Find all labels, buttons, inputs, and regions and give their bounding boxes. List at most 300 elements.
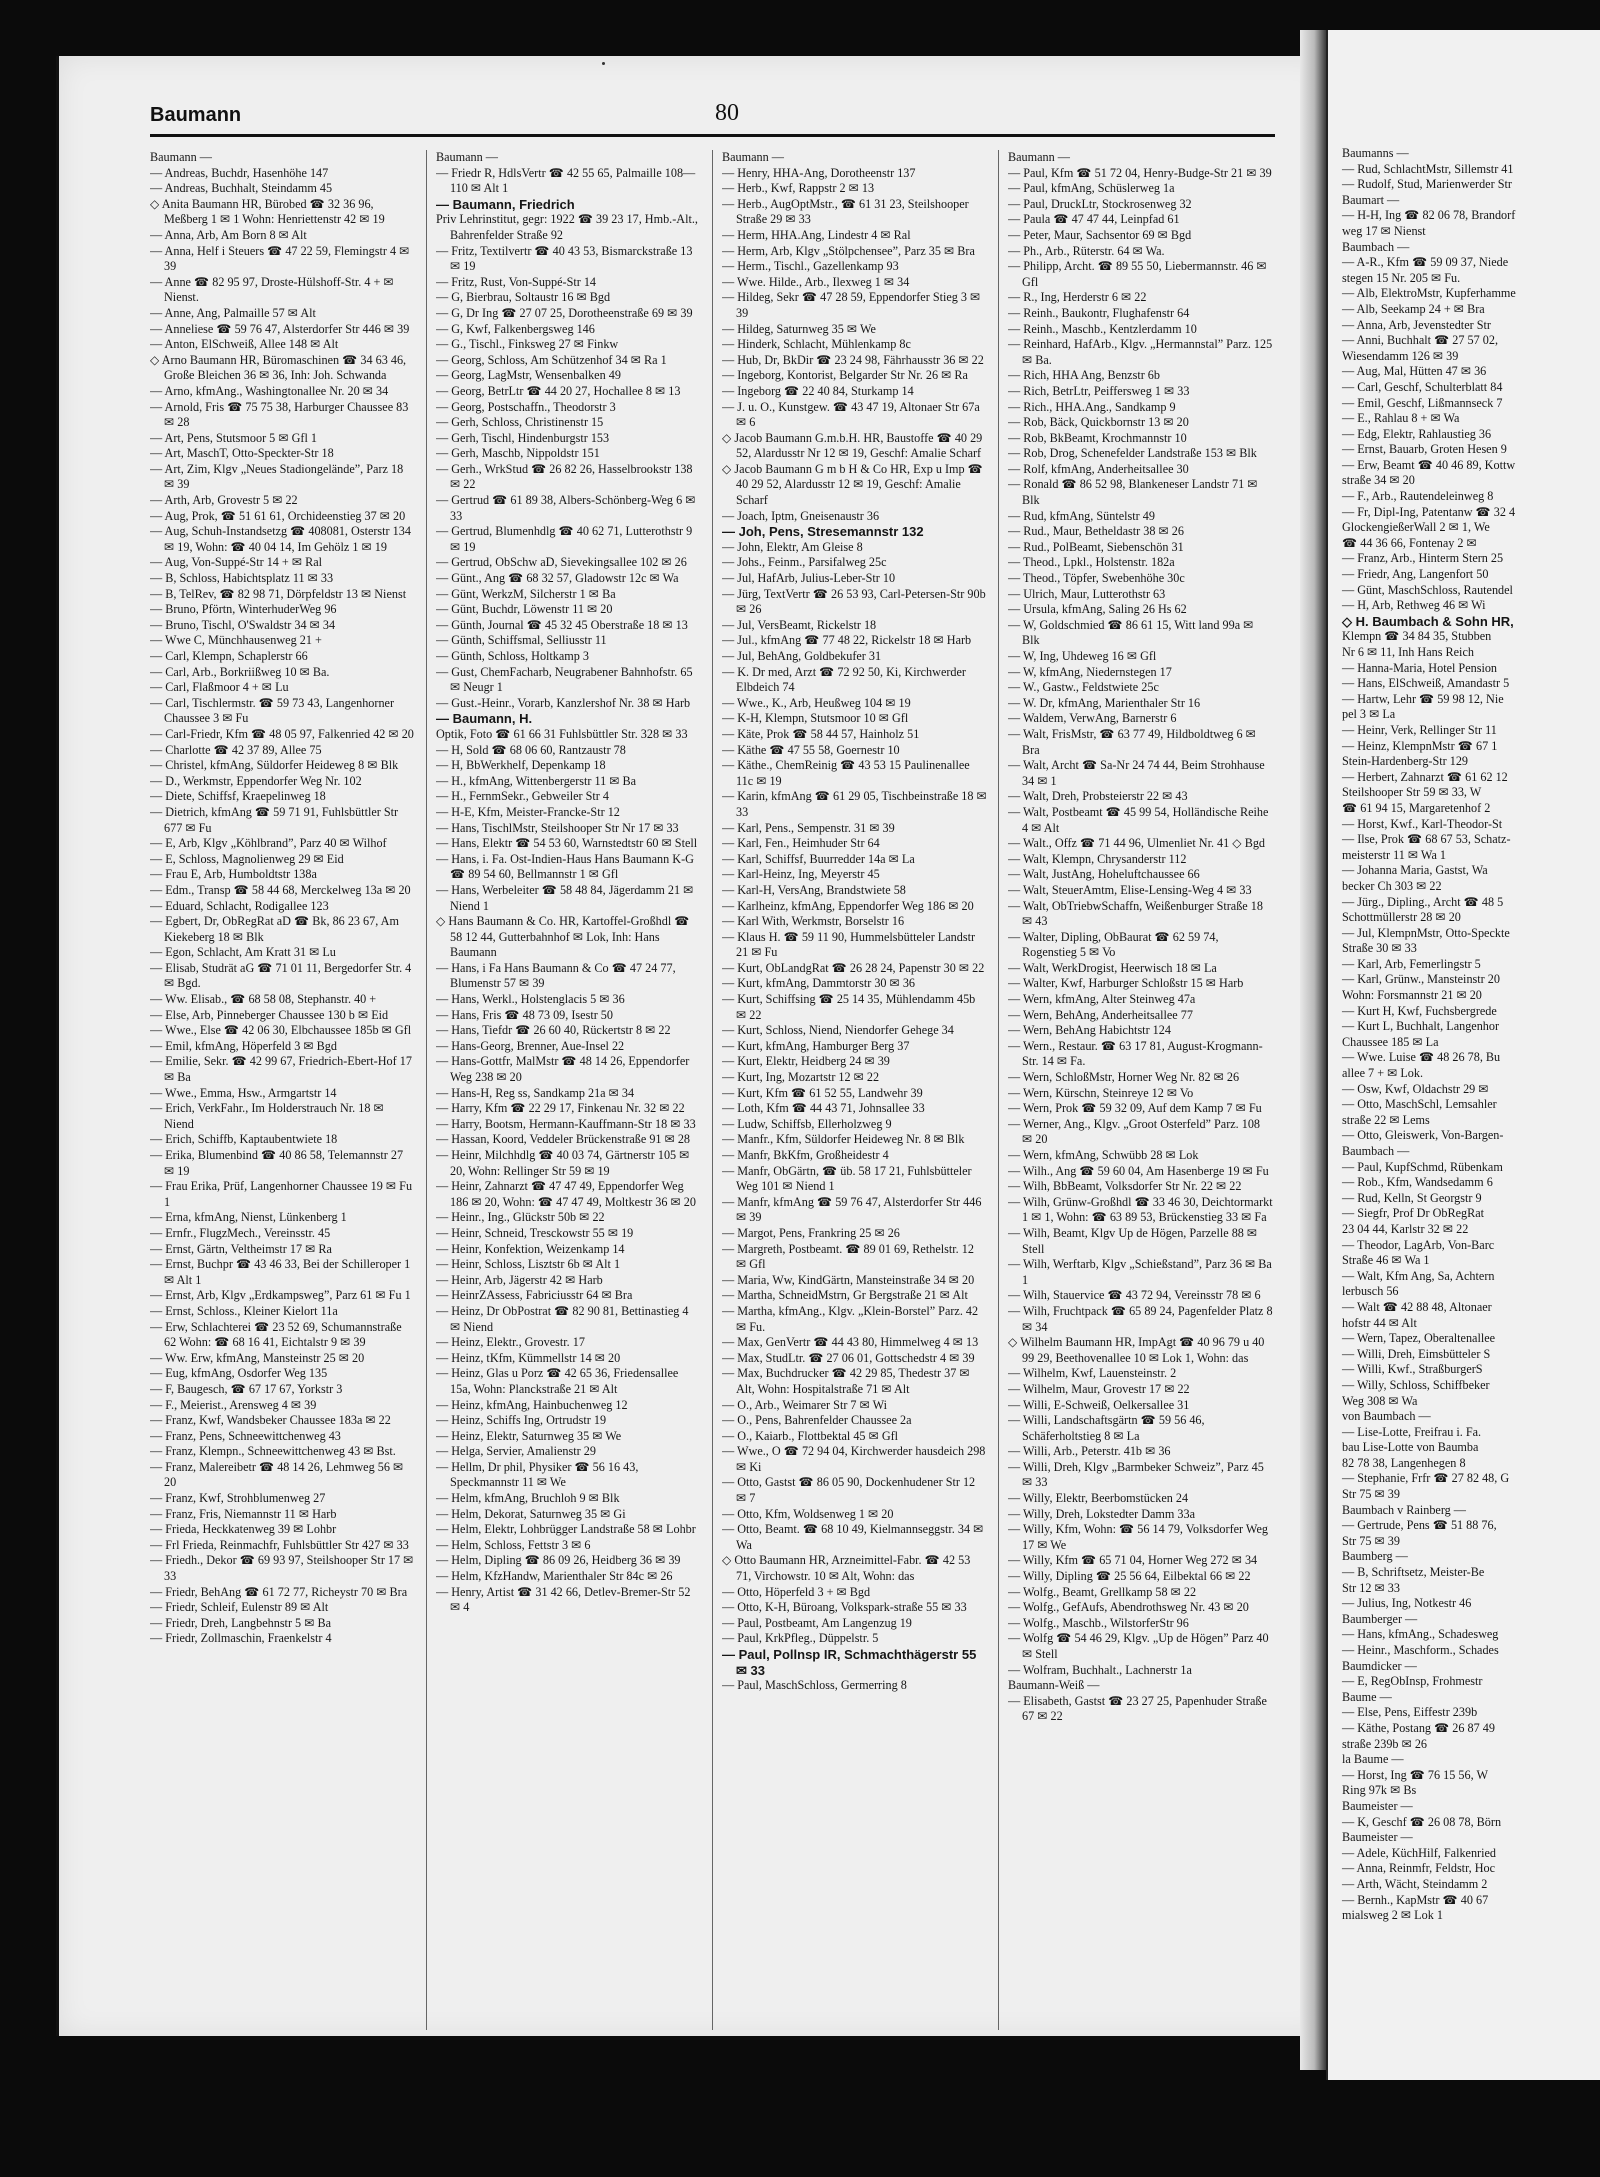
directory-entry: — Wern, BehAng, Anderheitsallee 77 <box>1008 1007 1193 1022</box>
directory-entry: — Heinz, Elektr, Saturnweg 35 ✉ We <box>436 1428 622 1443</box>
directory-entry: — Peter, Maur, Sachsentor 69 ✉ Bgd <box>1008 227 1192 242</box>
directory-entry: — Käte, Prok ☎ 58 44 57, Hainholz 51 <box>722 726 920 741</box>
directory-entry: Baumann-Weiß — <box>1008 1678 1100 1693</box>
directory-entry: — Helm, Dipling ☎ 86 09 26, Heidberg 36 ✉ 39 <box>436 1553 681 1568</box>
right-page-entry: Baumbach — <box>1342 239 1410 254</box>
right-page-entry: Baumeister — <box>1342 1830 1413 1845</box>
page-header <box>150 96 1275 136</box>
directory-entry: — Ww. Erw, kfmAng, Mansteinstr 25 ✉ 20 <box>150 1350 365 1365</box>
directory-entry: ◇ Jacob Baumann G m b H & Co HR, Exp u Imp ☎ 40 29 52, Alardusstr 12 ✉ 19, Geschf: Amalie Scharf <box>722 461 983 508</box>
directory-entry: — Arno, kfmAng., Washingtonallee Nr. 20 ✉ 34 <box>150 383 389 398</box>
right-page-entry: ☎ 44 36 66, Fontenay 2 ✉ <box>1342 535 1477 550</box>
directory-entry: — Jul., kfmAng ☎ 77 48 22, Rickelstr 18 ✉ Harb <box>722 633 972 648</box>
directory-entry: — Karin, kfmAng ☎ 61 29 05, Tischbeinstraße 18 ✉ 33 <box>722 789 987 819</box>
directory-entry: — Friedh., Dekor ☎ 69 93 97, Steilshooper Str 17 ✉ 33 <box>150 1553 414 1584</box>
right-page-entry: — Erw, Beamt ☎ 40 46 89, Kottw <box>1342 457 1516 472</box>
directory-entry: — Wwe., K., Arb, Heußweg 104 ✉ 19 <box>722 695 911 710</box>
entry-list <box>722 166 987 1694</box>
directory-entry: — Helm, Schloss, Fettstr 3 ✉ 6 <box>436 1537 591 1552</box>
right-page-entry: straße 34 ✉ 20 <box>1342 473 1415 488</box>
directory-entry: — Bruno, Tischl, O'Swaldstr 34 ✉ 34 <box>150 617 336 632</box>
right-page-entry: Weg 308 ✉ Wa <box>1342 1393 1418 1408</box>
directory-entry: — Günth, Journal ☎ 45 32 45 Oberstraße 18 ✉ 13 <box>436 617 688 632</box>
directory-entry: — Rud., Maur, Betheldastr 38 ✉ 26 <box>1008 524 1184 539</box>
directory-entry: — Margreth, Postbeamt. ☎ 89 01 69, Rethelstr. 12 ✉ Gfl <box>722 1241 974 1272</box>
right-page-entry: — Anna, Reinmfr, Feldstr, Hoc <box>1342 1861 1496 1876</box>
directory-entry: — Willi, Arb., Peterstr. 41b ✉ 36 <box>1008 1444 1171 1459</box>
column-1 <box>150 150 415 2030</box>
directory-entry: — Franz, Pens, Schneewittchenweg 43 <box>150 1428 341 1443</box>
directory-entry: — Ph., Arb., Rüterstr. 64 ✉ Wa. <box>1008 243 1165 258</box>
directory-entry: — Franz, Klempn., Schneewittchenweg 43 ✉ Bst. <box>150 1444 396 1459</box>
directory-entry: — Franz, Kwf, Strohblumenweg 27 <box>150 1491 326 1506</box>
right-page-entry: Baumeister — <box>1342 1798 1413 1813</box>
directory-entry: — Reinhard, HafArb., Klgv. „Hermannstal” Parz. 125 ✉ Ba. <box>1008 337 1273 367</box>
directory-entry: — G, Bierbrau, Soltaustr 16 ✉ Bgd <box>436 290 611 305</box>
right-page-entry: — Karl, Arb, Femerlingstr 5 <box>1342 956 1481 971</box>
directory-entry: — Franz, Kwf, Wandsbeker Chaussee 183a ✉ 22 <box>150 1413 391 1428</box>
right-page-entry: — F., Arb., Rautendeleinweg 8 <box>1342 489 1494 504</box>
directory-entry: — Walt, WerkDrogist, Heerwisch 18 ✉ La <box>1008 960 1217 975</box>
directory-columns <box>150 150 1275 2030</box>
directory-entry: — Jul, HafArb, Julius-Leber-Str 10 <box>722 571 896 586</box>
directory-entry: — Jürg, TextVertr ☎ 26 53 93, Carl-Petersen-Str 90b ✉ 26 <box>722 586 986 617</box>
column-divider <box>712 150 713 2030</box>
directory-entry: — Anna, Helf i Steuers ☎ 47 22 59, Flemingstr 4 ✉ 39 <box>150 243 410 274</box>
right-page-entry: — Heinz, KlempnMstr ☎ 67 1 <box>1342 738 1498 753</box>
right-page-entry: — Siegfr, Prof Dr ObRegRat <box>1342 1206 1485 1221</box>
directory-entry: — Carl, Tischlermstr. ☎ 59 73 43, Langenhorner Chaussee 3 ✉ Fu <box>150 695 395 726</box>
directory-entry: — Rich., HHA.Ang., Sandkamp 9 <box>1008 399 1176 414</box>
directory-entry: ◇ Wilhelm Baumann HR, ImpAgt ☎ 40 96 79 u 40 99 29, Beethovenallee 10 ✉ Lok 1, Wohn: das <box>1008 1335 1265 1365</box>
directory-entry: — Georg, Schloss, Am Schützenhof 34 ✉ Ra 1 <box>436 352 667 367</box>
directory-entry: — Otto, Beamt. ☎ 68 10 49, Kielmannseggstr. 34 ✉ Wa <box>722 1522 984 1552</box>
directory-entry: — E, Schloss, Magnolienweg 29 ✉ Eid <box>150 851 344 866</box>
entry-list <box>150 166 415 1647</box>
right-page-entry: straße 239b ✉ 26 <box>1342 1736 1428 1751</box>
directory-entry: — Wolfg., Maschb., WilstorferStr 96 <box>1008 1615 1189 1630</box>
right-page-entry: ◇ H. Baumbach & Sohn HR, <box>1342 613 1514 629</box>
directory-entry: — Ingeborg ☎ 22 40 84, Sturkamp 14 <box>722 383 914 398</box>
directory-entry: — Rud., PolBeamt, Siebenschön 31 <box>1008 539 1184 554</box>
directory-entry: — Ursula, kfmAng, Saling 26 Hs 62 <box>1008 602 1187 617</box>
directory-entry: — Herb., Kwf, Rappstr 2 ✉ 13 <box>722 181 875 196</box>
right-page-entry: — Walt ☎ 42 88 48, Altonaer <box>1342 1299 1492 1314</box>
column-3 <box>722 150 987 2030</box>
right-page-entry: — H, Arb, Rethweg 46 ✉ Wi <box>1342 598 1486 613</box>
directory-entry: — Heinz, tKfm, Kümmellstr 14 ✉ 20 <box>436 1350 621 1365</box>
directory-entry: — Martha, kfmAng., Klgv. „Klein-Borstel” Parz. 42 ✉ Fu. <box>722 1303 979 1334</box>
directory-entry: — Georg, Postschaffn., Theodorstr 3 <box>436 399 616 414</box>
directory-entry: — Rob, Bäck, Quickbornstr 13 ✉ 20 <box>1008 415 1189 430</box>
directory-entry: — Käthe., ChemReinig ☎ 43 53 15 Paulinenallee 11c ✉ 19 <box>722 758 970 788</box>
directory-entry: — H., kfmAng, Wittenbergerstr 11 ✉ Ba <box>436 773 637 788</box>
right-page-entry: Straße 30 ✉ 33 <box>1342 941 1417 956</box>
directory-entry: — Herm, Arb, Klgv „Stölpchensee”, Parz 35 ✉ Bra <box>722 243 975 258</box>
right-page-entry: Stein-Hardenberg-Str 129 <box>1342 754 1469 769</box>
right-page-entry: becker Ch 303 ✉ 22 <box>1342 878 1442 893</box>
right-page-entry: Nr 6 ✉ 11, Inh Hans Reich <box>1342 645 1474 659</box>
right-page-entry: — Hans, kfmAng., Schadesweg <box>1342 1627 1499 1642</box>
directory-entry: — Anne ☎ 82 95 97, Droste-Hülshoff-Str. 4 + ✉ Nienst. <box>150 274 394 305</box>
right-page-entry: — Gertrude, Pens ☎ 51 88 76, <box>1342 1518 1497 1533</box>
directory-entry: — Helga, Servier, Amalienstr 29 <box>436 1444 596 1459</box>
right-page-entry: Str 12 ✉ 33 <box>1342 1580 1400 1595</box>
directory-entry: — Günth, Schiffsmal, Selliusstr 11 <box>436 633 607 648</box>
directory-entry: — Hans, Tiefdr ☎ 26 60 40, Rückertstr 8 ✉ 22 <box>436 1023 671 1038</box>
directory-entry: — H., FernmSekr., Gebweiler Str 4 <box>436 789 609 804</box>
directory-entry: — E, Arb, Klgv „Köhlbrand”, Parz 40 ✉ Wilhof <box>150 836 387 851</box>
right-page-entry: — Friedr, Ang, Langenfort 50 <box>1342 567 1489 582</box>
right-page-entry: — Anna, Arb, Jevenstedter Str <box>1342 317 1491 332</box>
right-page-entry: 23 04 44, Karlstr 32 ✉ 22 <box>1342 1221 1469 1236</box>
directory-entry: — Kurt, kfmAng, Hamburger Berg 37 <box>722 1038 910 1053</box>
directory-entry: — Hans-Gottfr, MalMstr ☎ 48 14 26, Eppendorfer Weg 238 ✉ 20 <box>436 1054 690 1085</box>
right-page-entry: — Julius, Ing, Notkestr 46 <box>1342 1596 1472 1611</box>
directory-entry: — Willy, Dipling ☎ 25 56 64, Eilbektal 66 ✉ 22 <box>1008 1569 1251 1584</box>
right-page-entry: Baumberger — <box>1342 1611 1418 1626</box>
directory-entry: — Diete, Schiffsf, Kraepelinweg 18 <box>150 789 326 804</box>
directory-entry: — Rob, BkBeamt, Krochmannstr 10 <box>1008 430 1187 445</box>
directory-entry: — Wern, BehAng Habichtstr 124 <box>1008 1023 1171 1038</box>
directory-entry: — B, Schloss, Habichtsplatz 11 ✉ 33 <box>150 571 334 586</box>
directory-entry: — Carl, Arb., Borkriißweg 10 ✉ Ba. <box>150 664 330 679</box>
right-page-entry: — Otto, MaschSchl, Lemsahler <box>1342 1097 1497 1112</box>
directory-entry: — Theod., Töpfer, Swebenhöhe 30c <box>1008 571 1185 586</box>
directory-entry: — Heinz, kfmAng, Hainbuchenweg 12 <box>436 1397 628 1412</box>
directory-entry: — Wern, Kürschn, Steinreye 12 ✉ Vo <box>1008 1085 1194 1100</box>
directory-entry: — Max, GenVertr ☎ 44 43 80, Himmelweg 4 ✉ 13 <box>722 1335 979 1350</box>
right-page-entry: Klempn ☎ 34 84 35, Stubben <box>1342 629 1492 644</box>
directory-entry: — Hildeg, Saturnweg 35 ✉ We <box>722 321 876 336</box>
directory-entry: — Karl With, Werkmstr, Borselstr 16 <box>722 914 905 929</box>
right-page-entry: — Kurt L, Buchhalt, Langenhor <box>1342 1019 1500 1034</box>
directory-entry: — Elisabeth, Gastst ☎ 23 27 25, Papenhuder Straße 67 ✉ 22 <box>1008 1693 1267 1724</box>
right-page-entry: Wohn: Forsmannstr 21 ✉ 20 <box>1342 988 1482 1003</box>
directory-entry: — Joach, Iptm, Gneisenaustr 36 <box>722 508 880 523</box>
directory-entry: — Herb., AugOptMstr., ☎ 61 31 23, Steilshooper Straße 29 ✉ 33 <box>722 196 969 227</box>
directory-entry: — Frau Erika, Prüf, Langenhorner Chaussee 19 ✉ Fu 1 <box>150 1179 413 1209</box>
right-page-entry: — Adele, KüchHilf, Falkenried <box>1342 1845 1496 1860</box>
directory-entry: — Max, StudLtr. ☎ 27 06 01, Gottschedstr 4 ✉ 39 <box>722 1350 975 1365</box>
directory-entry: — Friedr R, HdlsVertr ☎ 42 55 65, Palmaille 108—110 ✉ Alt 1 <box>436 165 696 196</box>
directory-entry: — O., Kaiarb., Flottbektal 45 ✉ Gfl <box>722 1428 899 1443</box>
right-page-entry: — Franz, Arb., Hinterm Stern 25 <box>1342 551 1504 566</box>
directory-entry: — Emilie, Sekr. ☎ 42 99 67, Friedrich-Ebert-Hof 17 ✉ Ba <box>150 1054 412 1085</box>
directory-entry: — Heinz, Glas u Porz ☎ 42 65 36, Friedensallee 15a, Wohn: Planckstraße 21 ✉ Alt <box>436 1366 679 1396</box>
directory-entry: — Hinderk, Schlacht, Mühlenkamp 8c <box>722 337 911 352</box>
directory-entry: — John, Elektr, Am Gleise 8 <box>722 539 863 554</box>
directory-entry: — Hans, i Fa Hans Baumann & Co ☎ 47 24 77, Blumenstr 57 ✉ 39 <box>436 960 676 991</box>
directory-entry: — Gerh., WrkStud ☎ 26 82 26, Hasselbrookstr 138 ✉ 22 <box>436 461 693 492</box>
directory-entry: — H, Sold ☎ 68 06 60, Rantzaustr 78 <box>436 742 626 757</box>
directory-entry: — Helm, Elektr, Lohbrügger Landstraße 58 ✉ Lohbr <box>436 1522 696 1537</box>
directory-entry: — Hans, TischlMstr, Steilshooper Str Nr 17 ✉ 33 <box>436 820 679 835</box>
directory-entry: — Karl, Fen., Heimhuder Str 64 <box>722 836 880 851</box>
right-page-entry: — E, RegObInsp, Frohmestr <box>1342 1674 1483 1689</box>
right-page-entry: — Osw, Kwf, Oldachstr 29 ✉ <box>1342 1081 1489 1096</box>
directory-entry: — Hub, Dr, BkDir ☎ 23 24 98, Fährhausstr 36 ✉ 22 <box>722 352 984 367</box>
directory-entry: — Rich, BetrLtr, Peiffersweg 1 ✉ 33 <box>1008 383 1190 398</box>
directory-entry: — Franz, Malereibetr ☎ 48 14 26, Lehmweg 56 ✉ 20 <box>150 1459 404 1490</box>
directory-entry: — J. u. O., Kunstgew. ☎ 43 47 19, Altonaer Str 67a ✉ 6 <box>722 399 980 430</box>
directory-entry: — Wilh., Ang ☎ 59 60 04, Am Hasenberge 19 ✉ Fu <box>1008 1163 1269 1178</box>
directory-entry: — Heinr., Ing., Glückstr 50b ✉ 22 <box>436 1210 605 1225</box>
directory-entry: — Reinh., Maschb., Kentzlerdamm 10 <box>1008 321 1197 336</box>
directory-entry: — Walter, Kwf, Harburger Schloßstr 15 ✉ Harb <box>1008 976 1244 991</box>
right-page-entry: Wiesendamm 126 ✉ 39 <box>1342 348 1459 363</box>
right-page-entry: — Willi, Dreh, Eimsbütteler S <box>1342 1346 1491 1361</box>
directory-entry: — Wwe C, Münchhausenweg 21 + <box>150 633 322 648</box>
right-page-entry: Straße 46 ✉ Wa 1 <box>1342 1253 1430 1268</box>
right-page-entry: — Günt, MaschSchloss, Rautendel <box>1342 582 1513 597</box>
right-page-entry: — Hanna-Maria, Hotel Pension <box>1342 660 1498 675</box>
column-divider <box>998 150 999 2030</box>
right-page <box>1326 30 1600 2080</box>
directory-entry: — Erw, Schlachterei ☎ 23 52 69, Schumannstraße 62 Wohn: ☎ 68 16 41, Eichtalstr 9 ✉ 39 <box>150 1319 402 1350</box>
directory-entry: — Otto, K-H, Büroang, Volkspark-straße 55 ✉ 33 <box>722 1600 967 1615</box>
directory-entry: — Wilh, Fruchtpack ☎ 65 89 24, Pagenfelder Platz 8 ✉ 34 <box>1008 1303 1273 1334</box>
directory-entry: — Christel, kfmAng, Süldorfer Heideweg 8 ✉ Blk <box>150 758 399 773</box>
directory-entry: — Paul, MaschSchloss, Germerring 8 <box>722 1678 907 1693</box>
directory-entry: — K. Dr med, Arzt ☎ 72 92 50, Ki, Kirchwerder Elbdeich 74 <box>722 664 966 695</box>
right-page-entry: la Baume — <box>1342 1752 1404 1767</box>
directory-entry: — K-H, Klempn, Stutsmoor 10 ✉ Gfl <box>722 711 909 726</box>
directory-entry: — Wwe., Emma, Hsw., Armgartstr 14 <box>150 1085 337 1100</box>
directory-entry: ◇ Otto Baumann HR, Arzneimittel-Fabr. ☎ 42 53 71, Virchowstr. 10 ✉ Alt, Wohn: das <box>722 1553 971 1584</box>
directory-entry: — Friedr, Schleif, Eulenstr 89 ✉ Alt <box>150 1600 329 1615</box>
right-page-entry: Str 75 ✉ 39 <box>1342 1487 1400 1502</box>
right-page-entry: — Bernh., KapMstr ☎ 40 67 <box>1342 1892 1489 1907</box>
right-page-entry: — Horst, Kwf., Karl-Theodor-St <box>1342 816 1503 831</box>
right-page-entry: — Carl, Geschf, Schulterblatt 84 <box>1342 379 1503 394</box>
directory-entry: — W, Goldschmied ☎ 86 61 15, Witt land 99a ✉ Blk <box>1008 617 1254 648</box>
right-page-entry: — Käthe, Postang ☎ 26 87 49 <box>1342 1720 1495 1735</box>
right-page-entry: — Lise-Lotte, Freifrau i. Fa. <box>1342 1424 1482 1439</box>
directory-entry: — O., Arb., Weimarer Str 7 ✉ Wi <box>722 1397 888 1412</box>
directory-entry: — Rich, HHA Ang, Benzstr 6b <box>1008 368 1160 383</box>
right-page-entry: — Aug, Mal, Hütten 47 ✉ 36 <box>1342 364 1487 379</box>
right-page-entry: — Rob., Kfm, Wandsedamm 6 <box>1342 1175 1493 1190</box>
directory-entry: — Werner, Ang., Klgv. „Groot Osterfeld” Parz. 108 ✉ 20 <box>1008 1116 1261 1147</box>
right-page-entry: weg 17 ✉ Nienst <box>1342 223 1426 238</box>
directory-entry: — Harry, Bootsm, Hermann-Kauffmann-Str 18 ✉ 33 <box>436 1116 696 1131</box>
directory-entry: — Hans-H, Reg ss, Sandkamp 21a ✉ 34 <box>436 1085 635 1100</box>
right-page-entry: allee 7 + ✉ Lok. <box>1342 1066 1424 1081</box>
entry-list <box>436 166 701 1616</box>
directory-entry: — Anton, ElSchweiß, Allee 148 ✉ Alt <box>150 337 339 352</box>
right-page-entry: — Horst, Ing ☎ 76 15 56, W <box>1342 1767 1488 1782</box>
directory-entry: — Willi, Landschaftsgärtn ☎ 59 56 46, Schäferholtstieg 8 ✉ La <box>1008 1413 1205 1443</box>
right-page-entry: Baumbach — <box>1342 1144 1410 1158</box>
directory-entry: — Friedr, Zollmaschin, Fraenkelstr 4 <box>150 1631 332 1646</box>
directory-entry: — Carl-Friedr, Kfm ☎ 48 05 97, Falkenried 42 ✉ 20 <box>150 726 414 741</box>
directory-entry: — Andreas, Buchdr, Hasenhöhe 147 <box>150 165 329 180</box>
directory-entry: — Wern, Prok ☎ 59 32 09, Auf dem Kamp 7 ✉ Fu <box>1008 1101 1262 1116</box>
directory-entry: — Wolfram, Buchhalt., Lachnerstr 1a <box>1008 1662 1192 1677</box>
directory-entry: — G, Dr Ing ☎ 27 07 25, Dorotheenstraße 69 ✉ 39 <box>436 305 693 320</box>
directory-entry: — Emil, kfmAng, Höperfeld 3 ✉ Bgd <box>150 1038 337 1053</box>
directory-entry: — Kurt, Ing, Mozartstr 12 ✉ 22 <box>722 1070 880 1085</box>
column-4 <box>1008 150 1273 2030</box>
right-page-entry: — Kurt H, Kwf, Fuchsbergrede <box>1342 1003 1497 1018</box>
directory-entry: — Wern., Restaur. ☎ 63 17 81, August-Krogmann-Str. 14 ✉ Fa. <box>1008 1038 1263 1069</box>
directory-entry: — Kurt, Kfm ☎ 61 52 55, Landwehr 39 <box>722 1085 923 1100</box>
right-page-entry: — Karl, Grünw., Mansteinstr 20 <box>1342 972 1500 987</box>
right-page-entry: — Ernst, Bauarb, Groten Hesen 9 <box>1342 442 1507 457</box>
directory-entry: — Walt, SteuerAmtm, Elise-Lensing-Weg 4 ✉ 33 <box>1008 882 1252 897</box>
directory-entry: — Hans, i. Fa. Ost-Indien-Haus Hans Baumann K-G ☎ 89 54 60, Bellmannstr 1 ✉ Gfl <box>436 851 694 882</box>
right-page-entry: straße 22 ✉ Lems <box>1342 1112 1430 1127</box>
right-page-entry: — Wern, Tapez, Oberaltenallee <box>1342 1331 1496 1346</box>
directory-entry: — Karl, Schiffsf, Buurredder 14a ✉ La <box>722 851 915 866</box>
directory-entry: — Henry, HHA-Ang, Dorotheenstr 137 <box>722 165 916 180</box>
directory-entry: — W., Gastw., Feldstwiete 25c <box>1008 680 1159 695</box>
column-divider <box>426 150 427 2030</box>
directory-entry: — Egbert, Dr, ObRegRat aD ☎ Bk, 86 23 67, Am Kiekeberg 18 ✉ Blk <box>150 914 399 944</box>
directory-entry: — Erna, kfmAng, Nienst, Lünkenberg 1 <box>150 1210 347 1225</box>
directory-entry: — Erich, Schiffb, Kaptaubentwiete 18 <box>150 1132 338 1147</box>
directory-entry: — W, Ing, Uhdeweg 16 ✉ Gfl <box>1008 649 1157 663</box>
right-page-entry: — Edg, Elektr, Rahlaustieg 36 <box>1342 426 1492 441</box>
right-page-entry: — Jul, KlempnMstr, Otto-Speckte <box>1342 925 1510 940</box>
directory-entry: — Walt, Postbeamt ☎ 45 99 54, Holländische Reihe 4 ✉ Alt <box>1008 804 1269 835</box>
directory-entry: — Georg, BetrLtr ☎ 44 20 27, Hochallee 8 ✉ 13 <box>436 383 681 398</box>
directory-entry: — Günt, WerkzM, Silcherstr 1 ✉ Ba <box>436 586 616 601</box>
directory-entry: — Klaus H. ☎ 59 11 90, Hummelsbütteler Landstr 21 ✉ Fu <box>722 929 976 960</box>
directory-entry: — Maria, Ww, KindGärtn, Mansteinstraße 34 ✉ 20 <box>722 1272 975 1287</box>
directory-entry: — G, Kwf, Falkenbergsweg 146 <box>436 321 595 336</box>
right-page-entry: — Arth, Wächt, Steindamm 2 <box>1342 1876 1488 1891</box>
directory-entry: — Willy, Dreh, Lokstedter Damm 33a <box>1008 1506 1196 1521</box>
directory-entry: — Edm., Transp ☎ 58 44 68, Merckelweg 13a ✉ 20 <box>150 882 411 897</box>
directory-entry: — Art, Zim, Klgv „Neues Stadiongelände”, Parz 18 ✉ 39 <box>150 461 404 492</box>
directory-entry: — Kurt, kfmAng, Dammtorstr 30 ✉ 36 <box>722 976 916 991</box>
directory-entry: — Arth, Arb, Grovestr 5 ✉ 22 <box>150 493 298 508</box>
directory-entry: — Günt., Ang ☎ 68 32 57, Gladowstr 12c ✉ Wa <box>436 571 679 586</box>
directory-entry: — Kurt, Schiffsing ☎ 25 14 35, Mühlendamm 45b ✉ 22 <box>722 992 976 1022</box>
directory-entry: — HeinrZAssess, Fabriciusstr 64 ✉ Bra <box>436 1288 633 1303</box>
directory-entry: — Gust.-Heinr., Vorarb, Kanzlershof Nr. 38 ✉ Harb <box>436 695 691 710</box>
right-page-entry: — Else, Pens, Eiffestr 239b <box>1342 1705 1478 1720</box>
directory-entry: — Helm, KfzHandw, Marienthaler Str 84c ✉ 26 <box>436 1569 673 1584</box>
right-page-entry: — E., Rahlau 8 + ✉ Wa <box>1342 411 1460 426</box>
directory-entry: — Paula ☎ 47 47 44, Leinpfad 61 <box>1008 212 1180 227</box>
directory-entry: — Ernst, Schloss., Kleiner Kielort 11a <box>150 1303 338 1318</box>
directory-entry: — Elisab, Studrät aG ☎ 71 01 11, Bergedorfer Str. 4 ✉ Bgd. <box>150 960 412 991</box>
directory-entry: — Max, Buchdrucker ☎ 42 29 85, Thedestr 37 ✉ Alt, Wohn: Hospitalstraße 71 ✉ Alt <box>722 1366 970 1396</box>
right-page-entry: Schottmüllerstr 28 ✉ 20 <box>1342 910 1461 925</box>
directory-entry: — Manfr, BkKfm, Großheidestr 4 <box>722 1148 889 1162</box>
directory-entry: — Willy, Elektr, Beerbomstücken 24 <box>1008 1491 1189 1506</box>
right-page-entry: — Hartw, Lehr ☎ 59 98 12, Nie <box>1342 691 1504 706</box>
right-page-entry: Baumdicker — <box>1342 1658 1417 1673</box>
right-page-entry: — H-H, Ing ☎ 82 06 78, Brandorf <box>1342 208 1516 223</box>
directory-entry: — Herm., Tischl., Gazellenkamp 93 <box>722 259 899 274</box>
directory-entry: — Frau E, Arb, Humboldtstr 138a <box>150 867 317 882</box>
directory-entry: — Else, Arb, Pinneberger Chaussee 130 b ✉ Eid <box>150 1007 389 1022</box>
right-page-entry: — Alb, ElektroMstr, Kupferhamme <box>1342 286 1516 301</box>
directory-entry: — Waldem, VerwAng, Barnerstr 6 <box>1008 711 1177 726</box>
directory-entry: — Rud, kfmAng, Süntelstr 49 <box>1008 508 1155 523</box>
directory-entry: — Manfr, ObGärtn, ☎ üb. 58 17 21, Fuhlsbütteler Weg 101 ✉ Niend 1 <box>722 1163 972 1194</box>
column-head: Baumann — <box>436 150 498 164</box>
right-page-entry: Baumbach v Rainberg — <box>1342 1502 1466 1517</box>
right-page-entry: — Willi, Kwf., StraßburgerS <box>1342 1362 1483 1377</box>
directory-entry: — Walter, Dipling, ObBaurat ☎ 62 59 74, Rogenstieg 5 ✉ Vo <box>1008 929 1219 960</box>
header-rule <box>150 134 1275 137</box>
right-page-entry: lerbusch 56 <box>1342 1284 1399 1299</box>
directory-entry: — Heinr, Milchhdlg ☎ 40 03 74, Gärtnerstr 105 ✉ 20, Wohn: Rellinger Str 59 ✉ 19 <box>436 1148 690 1178</box>
right-page-entry: hofstr 44 ✉ Alt <box>1342 1315 1417 1330</box>
directory-entry: — Art, MaschT, Otto-Speckter-Str 18 <box>150 446 334 461</box>
directory-entry: — Manfr, kfmAng ☎ 59 76 47, Alsterdorfer Str 446 ✉ 39 <box>722 1194 982 1225</box>
directory-entry: — Karl, Pens., Sempenstr. 31 ✉ 39 <box>722 820 895 835</box>
directory-entry: ◇ Anita Baumann HR, Bürobed ☎ 32 36 96, Meßberg 1 ✉ 1 Wohn: Henriettenstr 42 ✉ 19 <box>150 196 385 227</box>
directory-entry: — Franz, Fris, Niemannstr 11 ✉ Harb <box>150 1506 337 1521</box>
directory-entry: — Harry, Kfm ☎ 22 29 17, Finkenau Nr. 32 ✉ 22 <box>436 1101 685 1116</box>
right-page-entry: — Paul, KupfSchmd, Rübenkam <box>1342 1159 1503 1174</box>
right-page-entry: — Heinr, Verk, Rellinger Str 11 <box>1342 722 1497 737</box>
directory-entry: — Hildeg, Sekr ☎ 47 28 59, Eppendorfer Stieg 3 ✉ 39 <box>722 290 981 320</box>
directory-entry: — Heinr, Schloss, Lisztstr 6b ✉ Alt 1 <box>436 1257 621 1272</box>
directory-entry: — Frieda, Heckkatenweg 39 ✉ Lohbr <box>150 1522 337 1537</box>
directory-entry: — Carl, Flaßmoor 4 + ✉ Lu <box>150 680 289 695</box>
directory-entry: — Ulrich, Maur, Lutterothstr 63 <box>1008 586 1166 601</box>
directory-entry: — Martha, SchneidMstrn, Gr Bergstraße 21 ✉ Alt <box>722 1288 968 1303</box>
directory-entry: — Ronald ☎ 86 52 98, Blankeneser Landstr 71 ✉ Blk <box>1008 477 1258 508</box>
directory-entry: — Walt., Offz ☎ 71 44 96, Ulmenliet Nr. 41 ◇ Bgd <box>1008 836 1266 851</box>
directory-entry: — Rolf, kfmAng, Anderheitsallee 30 <box>1008 461 1189 476</box>
directory-entry: — W. Dr, kfmAng, Marienthaler Str 16 <box>1008 695 1201 710</box>
entry-list <box>1008 166 1273 1725</box>
directory-entry: — Paul, Pollnsp IR, Schmachthägerstr 55 ✉ 33 <box>722 1647 977 1678</box>
directory-entry: — Anneliese ☎ 59 76 47, Alsterdorfer Str 446 ✉ 39 <box>150 321 410 336</box>
directory-entry: — Baumann, Friedrich <box>436 196 575 212</box>
directory-entry: — Gust, ChemFacharb, Neugrabener Bahnhofstr. 65 ✉ Neugr 1 <box>436 664 693 695</box>
directory-entry: — Hans, Fris ☎ 48 73 09, Isestr 50 <box>436 1007 613 1022</box>
directory-entry: — Karlheinz, kfmAng, Eppendorfer Weg 186 ✉ 20 <box>722 898 974 913</box>
directory-entry: — Wern, kfmAng, Alter Steinweg 47a <box>1008 992 1196 1007</box>
right-page-entry: — Wwe. Luise ☎ 48 26 78, Bu <box>1342 1050 1501 1065</box>
directory-entry: — Aug, Schuh-Instandsetzg ☎ 408081, Osterstr 134 ✉ 19, Wohn: ☎ 40 04 14, Im Gehölz 1 ✉ 19 <box>150 524 411 554</box>
directory-entry: — Ingeborg, Kontorist, Belgarder Str Nr. 26 ✉ Ra <box>722 368 968 383</box>
right-page-entry: — Stephanie, Frfr ☎ 27 82 48, G <box>1342 1471 1510 1486</box>
directory-entry: — Heinz, Dr ObPostrat ☎ 82 90 81, Bettinastieg 4 ✉ Niend <box>436 1303 689 1334</box>
directory-entry: — Ernst, Buchpr ☎ 43 46 33, Bei der Schilleroper 1 ✉ Alt 1 <box>150 1257 411 1287</box>
directory-entry: — Wwe., Else ☎ 42 06 30, Elbchaussee 185b ✉ Gfl <box>150 1023 412 1038</box>
directory-entry: — Gertrud, Blumenhdlg ☎ 40 62 71, Lutterothstr 9 ✉ 19 <box>436 524 693 554</box>
directory-entry: — Helm, kfmAng, Bruchloh 9 ✉ Blk <box>436 1491 620 1506</box>
directory-entry: — Ww. Elisab., ☎ 68 58 08, Stephanstr. 40 + <box>150 992 377 1007</box>
directory-entry: — Heinr, Zahnarzt ☎ 47 47 49, Eppendorfer Weg 186 ✉ 20, Wohn: ☎ 47 47 49, Moltkestr 36 ✉ 20 <box>436 1179 696 1209</box>
right-page-entry: — Rudolf, Stud, Marienwerder Str <box>1342 177 1512 192</box>
directory-entry: — Walt, Dreh, Probsteierstr 22 ✉ 43 <box>1008 789 1188 804</box>
speck <box>602 62 605 65</box>
directory-entry: — Ernst, Gärtn, Veltheimstr 17 ✉ Ra <box>150 1241 332 1256</box>
directory-entry: — Wilhelm, Maur, Grovestr 17 ✉ 22 <box>1008 1381 1190 1396</box>
directory-entry: — Dietrich, kfmAng ☎ 59 71 91, Fuhlsbüttler Str 677 ✉ Fu <box>150 804 399 835</box>
right-page-entry: — Rud, Kelln, St Georgstr 9 <box>1342 1190 1482 1205</box>
directory-entry: — Karl-H, VersAng, Brandstwiete 58 <box>722 882 906 897</box>
directory-entry: — Gerh, Maschb, Nippoldstr 151 <box>436 446 600 461</box>
directory-entry: — Wwe. Hilde., Arb., Ilexweg 1 ✉ 34 <box>722 274 910 289</box>
directory-entry: — Kurt, ObLandgRat ☎ 26 28 24, Papenstr 30 ✉ 22 <box>722 960 985 975</box>
directory-entry: — Wern, SchloßMstr, Horner Weg Nr. 82 ✉ 26 <box>1008 1070 1240 1085</box>
right-page-entry: — B, Schriftsetz, Meister-Be <box>1342 1565 1485 1580</box>
directory-entry: — Heinz, Elektr., Grovestr. 17 <box>436 1335 585 1350</box>
directory-entry: — Johs., Feinm., Parsifalweg 25c <box>722 555 887 570</box>
